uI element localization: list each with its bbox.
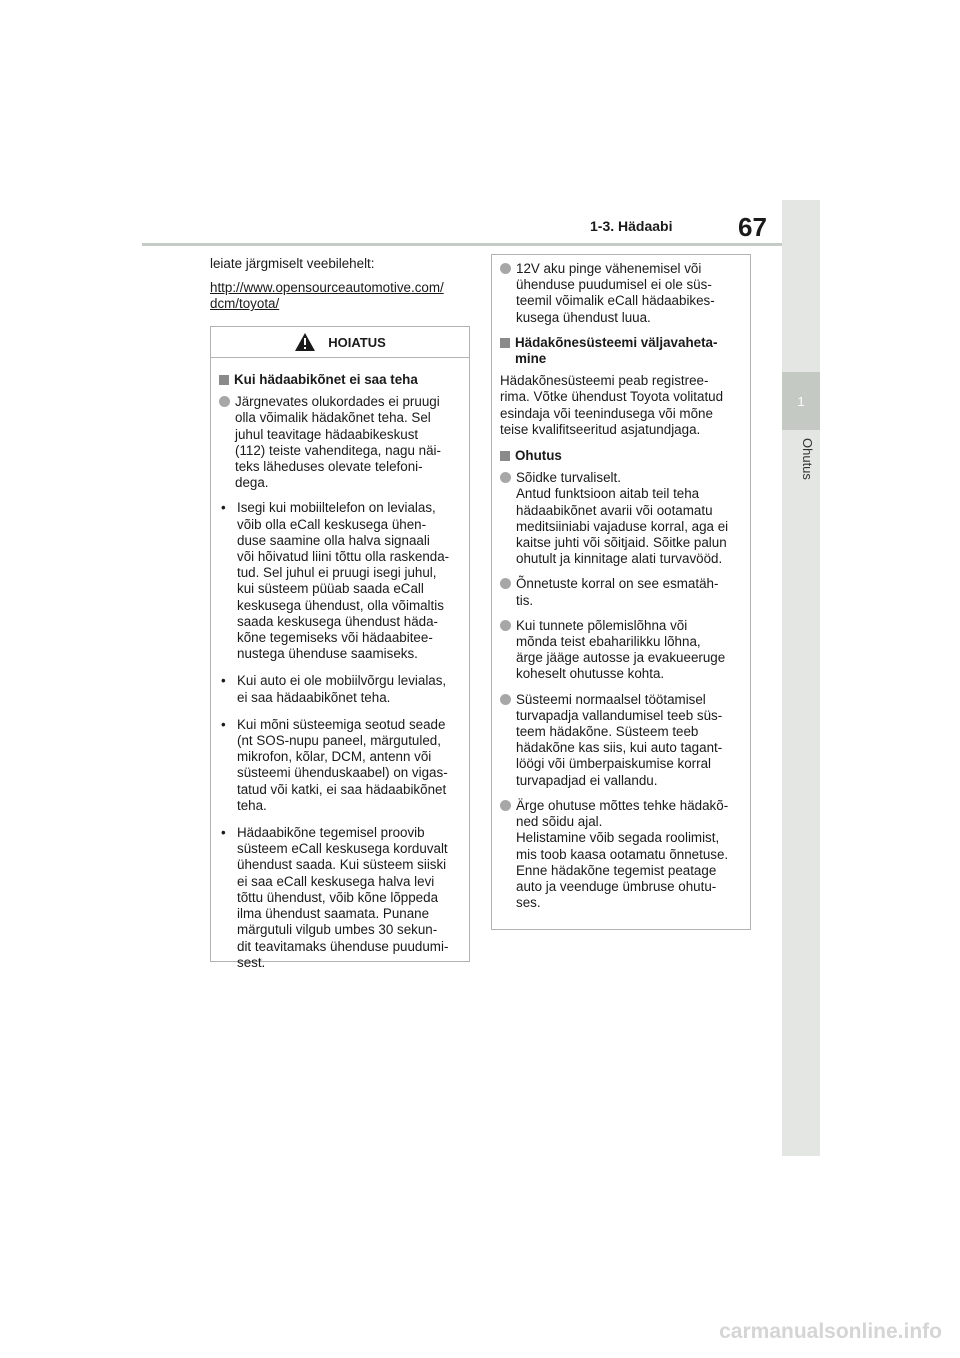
bullet-item xyxy=(219,500,461,662)
dot-bullet: • xyxy=(221,825,226,841)
circle-item-text: Järgnevates olukordades ei pruugi olla võimalik hädakõnet teha. Sel juhul teavitage hädaabikeskust (112) teiste vahenditega, nagu näi- teks läheduses olevate telefoni- dega. xyxy=(235,394,441,491)
circle-item-text: Kui tunnete põlemislõhna või mõnda teist ebaharilikku lõhna, ärge jääge autosse ja evakueeruge koheselt ohutusse kohta. xyxy=(516,617,726,682)
circle-bullet-icon xyxy=(219,396,230,407)
circle-bullet-icon xyxy=(500,620,511,631)
circle-bullet-icon xyxy=(500,578,511,589)
warning-title: HOIATUS xyxy=(328,334,386,350)
circle-bullet-icon xyxy=(500,800,511,811)
right-body xyxy=(492,255,750,926)
url-link[interactable]: http://www.opensourceautomotive.com/ dcm/toyota/ xyxy=(210,280,444,312)
bullet-text: Kui auto ei ole mobiilvõrgu levialas, ei saa hädaabikõnet teha. xyxy=(237,673,447,705)
warning-body xyxy=(211,358,469,988)
side-tab-label: Ohutus xyxy=(800,438,815,480)
circle-item xyxy=(500,618,742,683)
warning-triangle-icon xyxy=(294,332,316,352)
header-rule xyxy=(142,243,782,246)
replace-heading-text: Hädakõnesüsteemi väljavaheta- mine xyxy=(515,334,718,367)
right-box xyxy=(491,254,751,930)
warning-header xyxy=(211,327,469,358)
bullet-item xyxy=(219,717,461,814)
circle-bullet-icon xyxy=(500,472,511,483)
square-bullet-icon xyxy=(500,338,510,348)
circle-item-text: Ärge ohutuse mõttes tehke hädakõ- ned sõidu ajal. Helistamine võib segada roolimist, mis toob kaasa ootamatu õnnetuse. Enne hädakõne tegemist peatage auto ja veenduge ümbruse ohutu- ses. xyxy=(516,797,729,911)
intro-text: leiate järgmiselt veebilehelt: xyxy=(210,256,375,271)
page-number: 67 xyxy=(738,212,767,242)
replace-text: Hädakõnesüsteemi peab registree- rima. Võtke ühendust Toyota volitatud esindaja või teenindusega või mõne teise kvalifitseeritud asjatundjaga. xyxy=(500,373,724,437)
warning-heading xyxy=(219,372,461,388)
dot-bullet: • xyxy=(221,500,226,516)
bullet-text: Kui mõni süsteemiga seotud seade (nt SOS-nupu paneel, märgutuled, mikrofon, kõlar, DCM, antenn või süsteemi ühenduskaabel) on vigas- tatud või katki, ei saa hädaabikõnet teha. xyxy=(237,716,448,813)
circle-bullet-icon xyxy=(500,694,511,705)
safety-heading-text: Ohutus xyxy=(515,448,562,464)
circle-bullet-icon xyxy=(500,263,511,274)
dot-bullet: • xyxy=(221,673,226,689)
bullet-text: Hädaabikõne tegemisel proovib süsteem eCall keskusega korduvalt ühendust saada. Kui süsteem siiski ei saa eCall keskusega halva levi tõttu ühendust, võib kõne lõppeda ilma ühendust saamata. Punane märgutuli vilgub umbes 30 sekun- dit teavitamaks ühenduse puudumi- sest. xyxy=(237,825,449,970)
left-column xyxy=(210,256,472,313)
bullet-text: Isegi kui mobiiltelefon on levialas, võib olla eCall keskusega ühen- duse saamine olla halva signaali või hõivatud liini tõttu olla raskenda- tud. Sel juhul ei pruugi isegi juhul, kui süsteem püüab saada eCall keskusega ühendust, olla võimaltis saada keskusega ühendust häda- kõne tegemiseks või hädaabitee- nustega ühenduse saamiseks. xyxy=(237,500,450,662)
bullet-item xyxy=(219,673,461,705)
warning-heading-text: Kui hädaabikõnet ei saa teha xyxy=(234,372,418,387)
warning-box xyxy=(210,326,470,970)
circle-item xyxy=(500,470,742,567)
circle-item xyxy=(500,798,742,911)
circle-item xyxy=(500,576,742,608)
circle-item xyxy=(500,692,742,789)
circle-item-text: Süsteemi normaalsel töötamisel turvapadja vallandumisel teeb süs- teem hädakõne. Süsteem teeb hädakõne kas siis, kui auto tagant- löögi või ümberpaiskumise korral turvapadjad ei vallandu. xyxy=(516,691,723,788)
replace-heading xyxy=(500,335,742,367)
circle-item-text: 12V aku pinge vähenemisel või ühenduse puudumisel ei ole süs- teemil võimalik eCall hädaabikes- kusega ühendust luua. xyxy=(516,261,715,325)
section-title: 1-3. Hädaabi xyxy=(590,218,673,234)
watermark: carmanualsonline.info xyxy=(719,1320,942,1343)
side-tab xyxy=(782,200,820,1156)
square-bullet-icon xyxy=(500,451,510,461)
dot-bullet: • xyxy=(221,716,226,732)
bullet-item xyxy=(219,825,461,971)
circle-item xyxy=(500,261,742,326)
side-tab-chapter: 1 xyxy=(782,372,820,430)
circle-item xyxy=(219,394,461,491)
circle-item-text: Õnnetuste korral on see esmatäh- tis. xyxy=(516,576,719,608)
safety-heading xyxy=(500,448,742,464)
square-bullet-icon xyxy=(219,375,229,385)
circle-item-text: Sõidke turvaliselt. Antud funktsioon aitab teil teha hädaabikõnet avarii või ootamatu meditsiiniabi vajaduse korral, aga ei kaitse juhti või sõitjaid. Sõitke palun ohutult ja kinnitage alati turvavööd. xyxy=(516,470,729,567)
